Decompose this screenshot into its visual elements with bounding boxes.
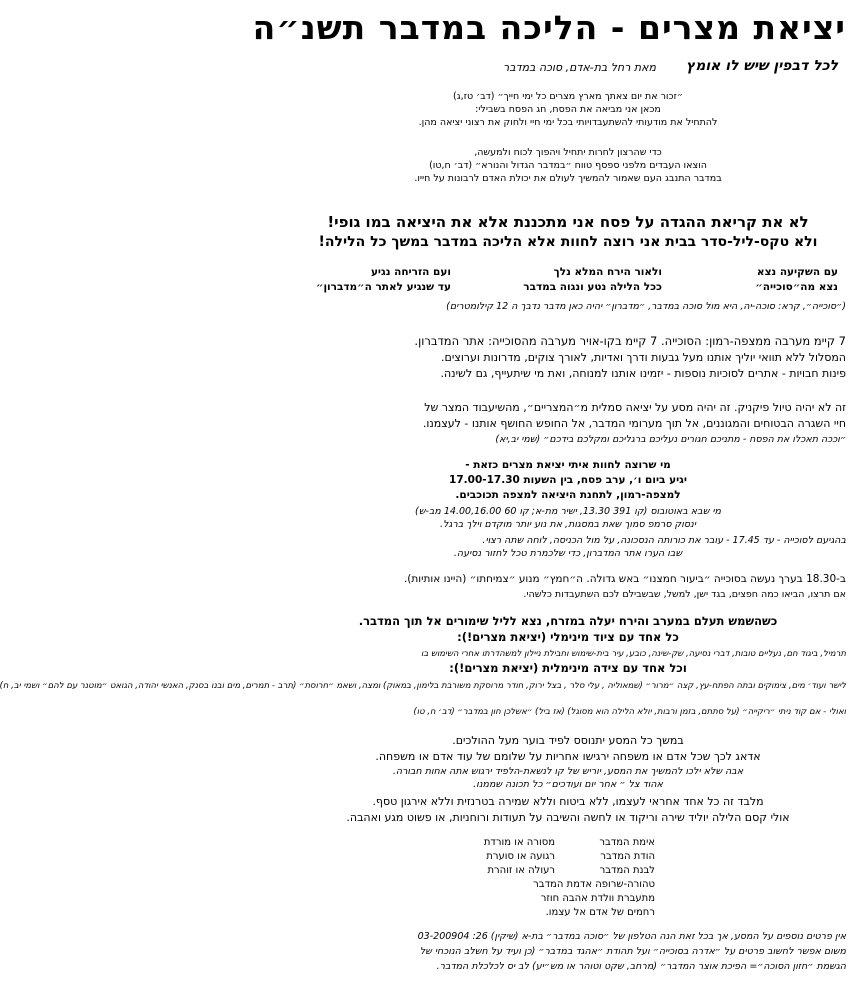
intro-line: במדבר התנבג העם שאמור להמשיך לעולם את יכולת האדם לרבונות על חייו. xyxy=(414,173,722,184)
footer-line: משום אפשר לחשוב פרטים על ״אדרה בסוכייה״ ועל תהודת ״אהגד במדבר״ (כן ועיד על חשלב הנוכחי של xyxy=(419,946,846,957)
poem-line: מסורה או מורדת xyxy=(483,837,555,848)
para4-line: אבה שלא ילכו להמשיך את המסע, יוריש של קו לנשאת-הלפיד ירגוש אתה אחות חבורה. xyxy=(392,766,744,777)
footer-line: הגשמת ״חזון הסוכה״= הפיכת אוצר המדבר״ (מרחב, שקט וטוהר או מש״יע) לב יס לכלכלת המדבר. xyxy=(436,961,846,972)
headline-1: לא את קריאת ההגדה על פסח אני מתכננת אלא את היציאה במו גופי! xyxy=(327,213,809,231)
intro-line: להתחיל את מודעותי להשתעבדויותי בכל ימי חיי ולחוק את רצוני יציאה מהן. xyxy=(418,117,718,128)
equipment-line: תרמיל, ביגוד חם, נעליים טובות, דברי נסיעה, שק-שינה, כובע, עיר בית-שימוש וחבילת ניילון למשהדרתו אחרי השימוש בו xyxy=(421,649,846,659)
equipment-line: לישר ועוד׳ מים, צימוקים ובתה הפתח-עץ, קצה ״מרור״ (שמאוליה , עלי סלר , בצל ירוק, חודר מרוסקת משורבת בלימון, במאוק) ומצה, ושאמ ״חרוסת״ (תרב - תמרים, מים ובנו בסנק, האנשי יהודה, הגואט ״מוטנר עם להם״ ושמי יב, ח) xyxy=(0,681,846,691)
para1-line: פינות חבויות - אתרים לסוכיות נוספות - יזמינו אותנו למנוחה, ואת מי שיתעייף, גם לשינה. xyxy=(440,367,846,380)
logistics-line: מי שרוצה לחוות איתי יציאת מצרים כזאת - xyxy=(465,459,671,471)
intro-quote: ״זכור את יום צאתך מארץ מצרים כל ימי חייך״ (דב׳ טז,ג) xyxy=(453,91,683,102)
column-left xyxy=(316,265,451,295)
logistics-line: למצפה-רמון, לתחנת היציאה למצפה תכוכבים. xyxy=(455,489,681,501)
equipment-heading: וכל אחד עם צידה מינימלית (יציאת מצרים!): xyxy=(449,661,687,675)
para1-line: 7 קיימ מערבה ממצפה-רמון: הסוכייה. 7 קיימ בקו-אויר מערבה מהסוכייה: אתר המדברון. xyxy=(414,334,846,348)
column-middle-line: ולאור הירח המלא נלך xyxy=(553,266,662,278)
poem-line: טהורה-שרופה אדמת המדבר xyxy=(533,879,655,890)
equipment-line: ואולי - אם קוד ניתי ״ריקייה״ (על סתתם, בזמן ורבות, יולא הלילה הוא מסוגל) (אז ביל) ״אשלכן חון במדבר״ (דב׳ ח, טו) xyxy=(413,707,846,717)
column-left-line: ועם הזריחה נגיע xyxy=(370,266,451,278)
intro-line: כדי שהרצון לחרות יתחיל ויהפוך לכוח ולמעשה, xyxy=(474,147,662,158)
para4-line: אדאג לכך שכל אדם או משפחה ירגישו אחריות על שלומם של עוד אדם או משפחה. xyxy=(375,750,761,763)
para4-line: אולי קסם הלילה יוליד שירה וריקוד או לחשה והשיבה על תעודות ורוחניות, או פשוט מגע ואהבה. xyxy=(346,811,790,824)
intro-line: מכאן אני מביאה את הפסח, חג הפסח בשבילי: xyxy=(475,104,661,115)
intro-line: הוצאו העבדים מלפני ספסף טווח ״במדבר הגדול והנורא״ (דב׳ ח,טו) xyxy=(429,160,707,171)
para1-line: המסלול ללא תוואי יוליך אותנו מעל גבעות ודרך ואדיות, לאורך צוקים, מדרונות וערוצים. xyxy=(441,351,846,364)
column-middle-line: ככל הלילה נטע ונגוה במדבר xyxy=(523,281,662,293)
column-left-line: עד שנגיע לאתר ה״מדברון״ xyxy=(316,281,451,293)
poem-line: רעולה או זוהרת xyxy=(487,865,555,876)
column-right xyxy=(755,265,838,295)
author-line: מאת רחל בת-אדם, סוכה במדבר xyxy=(503,61,656,74)
logistics-line: בהגיעם לסוכייה - עד 17.45 - עובר את כורותה הנסכונה, על מול הכניסה, לוחה שתה רצוי. xyxy=(482,535,846,546)
para3-line: ב-18.30 בערך נעשה בסוכייה ״ביעור חמצנו״ באש גדולה. ה״חמץ״ מנוע ״צמיחתו״ (היינו אותיות). xyxy=(403,573,846,585)
logistics-line: שבו הערו אתר המדברון, כדי שלכמרת טכל לחזור נסיעה. xyxy=(453,548,683,559)
para4-line: מלבד זה כל אחד אחראי לעצמו, ללא ביטוח וללא שמירה בטרנזית וללא אירגון טסף. xyxy=(372,795,764,808)
poem-line: אימת המדבר xyxy=(599,837,655,848)
poem-line: רגועה או סוערת xyxy=(486,851,555,862)
logistics-line: מי שבא באוטובוס (קו 391 13.30, ישיר מת-א; קו 60 14.00,16.00 מב-ש) xyxy=(415,506,721,517)
logistics-line: ינסוק סרמפ סמוך שאת במסגות, את נוע יותר מוקדם וילך ברגל. xyxy=(440,519,696,530)
poem-line: רחמים של אדם אל עצמו. xyxy=(545,907,655,918)
para4-line: אהוד צל ״ אחר יום ועודכים״ כל תכונה שממנו. xyxy=(473,779,663,790)
column-right-line: עם השקיעה נצא xyxy=(756,266,838,278)
logistics-line: יגיע ביום ו׳, ערב פסח, בין השעות 17.00-17.30 xyxy=(449,474,687,486)
sunset-line: כל אחד עם ציוד מינימלי (יציאת מצרים!): xyxy=(457,630,679,644)
para4-line: במשך כל המסע יתנוסס לפיד בוער מעל ההולכים. xyxy=(452,734,684,747)
para2-quote: ״וככה תאכלו את הפסח - מתניכם חגורים נעליכם ברגליכם ומקלכם בידכם״ (שמי יב,יא) xyxy=(495,434,846,445)
para3-line: אם תרצו, הביאו כמה חפצים, בגד ישן, למשל, שבשבילם לכם השתעבדות כלשהי. xyxy=(523,589,846,600)
poem-line: הודת המדבר xyxy=(600,851,655,862)
column-right-line: נצא מה״סוכייה״ xyxy=(755,281,838,293)
para2-line: זה לא יהיה טיול פיקניק. זה יהיה מסע על יציאה סמלית מ״המצריים״, מהשיעבוד המצר של xyxy=(424,401,846,414)
column-middle xyxy=(523,265,662,295)
headline-2: ולא טקס-ליל-סדר בבית אני רוצה לחוות אלא הליכה במדבר במשך כל הלילה! xyxy=(318,234,818,250)
page-title: יציאת מצרים - הליכה במדבר תשנ״ה xyxy=(252,8,846,47)
poem-line: מתעברת וולדת אהבה חוזר xyxy=(540,893,655,904)
poem-line: לבנת המדבר xyxy=(599,865,655,876)
poem-left xyxy=(484,836,555,878)
para2-line: חיי השגרה הבטוחים והמגוננים, אל תוך מערומי המדבר, אל החופש החושף אותנו - לעצמנו. xyxy=(422,417,846,430)
sunset-line: כשהשמש תעלם במערב והירח יעלה במזרח, נצא לליל שימורים אל תוך המדבר. xyxy=(358,614,778,628)
note-line: (״סוכייה״, קרא: סוכה-יה, היא מול סוכה במדבר, ״מדברון״ יהיה כאן מדבר נדבך ה 12 קילומטרים) xyxy=(446,301,846,312)
dedication: לכל דבפין שיש לו אומץ xyxy=(685,58,838,74)
footer-line: אין פרטים נוספים על המסע, אך בכל זאת הנה הטלפון של ״סוכה במדבר״ בת-א (שיקין) 26: 03-200904 xyxy=(417,931,846,942)
